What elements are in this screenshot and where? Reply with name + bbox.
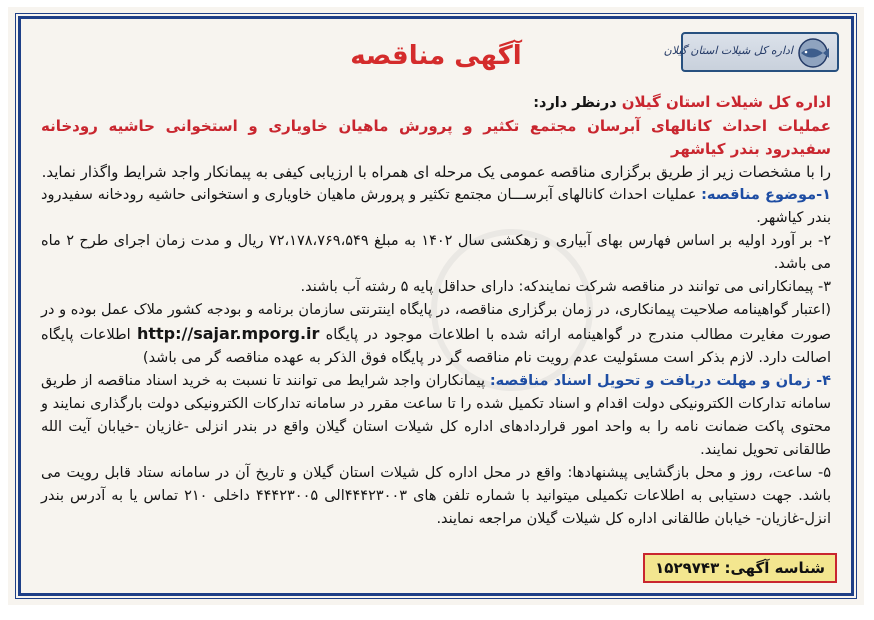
announcement-body [41, 91, 831, 531]
lead-paragraph: را با مشخصات زیر از طریق برگزاری مناقصه عمومی یک مرحله ای همراه با ارزیابی کیفی به پیمانکار واجد شرایط واگذار نماید. [41, 163, 831, 181]
intro-org: اداره کل شیلات استان گیلان [621, 93, 831, 111]
ad-id-box [643, 553, 837, 583]
item-5: ۵- ساعت، روز و محل بازگشایی پیشنهادها: واقع در محل اداره کل شیلات استان گیلان و تاریخ آن در سامانه ستاد قابل رویت می باشد. جهت دستیابی به اطلاعات تکمیلی میتوانید با شماره تلفن های ۴۴۴۲۳۰۰۳الی ۴۴۴۲۳۰۰۵ داخلی ۲۱۰ تماس یا به آدرس بندر انزل-غازیان- خیابان طالقانی اداره کل شیلات گیلان مراجعه نمایند. [41, 465, 831, 527]
item-4-text: پیمانکاران واجد شرایط می توانند تا نسبت به خرید اسناد مناقصه از طریق سامانه تدارکات الکترونیکی دولت اقدام و اسناد تکمیل شده را تا ساعت مقرر در سامانه تدارکات الکترونیکی دولت بارگذاری نمایند و محتوی پاکت ضمانت نامه را به واحد امور قراردادهای اداره کل شیلات استان گیلان واقع در بندر انزلی -غازیان -خیابان آیت الله طالقانی تحویل نمایند. [41, 373, 831, 458]
item-1-text: عملیات احداث کانالهای آبرســـان مجتمع تکثیر و پرورش ماهیان خاویاری و استخوانی حاشیه رودخانه سفیدرود بندر کیاشهر. [41, 187, 831, 226]
item-1 [41, 184, 831, 230]
item-4-label: ۴- زمان و مهلت دریافت و تحویل اسناد مناقصه: [489, 373, 831, 389]
intro-line [41, 91, 831, 115]
item-3: ۳- پیمانکارانی می توانند در مناقصه شرکت نمایندکه: دارای حداقل پایه ۵ رشته آب باشند. [300, 279, 831, 295]
note-part-1: (اعتبار گواهینامه صلاحیت پیمانکاری، در زمان برگزاری مناقصه، در پایگاه اینترنتی سازمان برنامه و بودجه کشور ملاک عمل بوده و در صورت مغایرت مطالب مندرج در گواهینامه ارائه شده با اطلاعات موجود در پایگاه [41, 302, 832, 343]
item-2: ۲- بر آورد اولیه بر اساس فهارس بهای آبیاری و زهکشی سال ۱۴۰۲ به مبلغ ۷۲،۱۷۸،۷۶۹،۵۴۹ ریال و مدت زمان اجرای طرح ۲ ماه می باشد. [41, 233, 831, 272]
announcement-sheet [8, 7, 864, 605]
ad-id-value: ۱۵۲۹۷۴۳ [655, 559, 725, 577]
note-paragraph [41, 299, 831, 370]
announcement-frame [18, 16, 854, 596]
project-headline: عملیات احداث کانالهای آبرسان مجتمع تکثیر و پرورش ماهیان خاویاری و استخوانی حاشیه رودخانه سفیدرود بندر کیاشهر [41, 117, 831, 158]
intro-rest: درنظر دارد: [533, 95, 622, 111]
ad-id-label: شناسه آگهی: [724, 559, 825, 577]
announcement-title: آگهی مناقصه [350, 41, 522, 71]
sajar-link[interactable]: http://sajar.mporg.ir [136, 324, 320, 343]
item-1-label: ۱-موضوع مناقصه: [701, 187, 831, 203]
logo-text: اداره کل شیلات استان گیلان [663, 44, 793, 57]
item-4 [41, 370, 831, 462]
note-part-2: اطلاعات پایگاه اصالت دارد. لازم بذکر است مسئولیت عدم رویت نام مناقصه گر در پایگاه فوق الذکر به عهده مناقصه گر می باشد) [41, 327, 831, 366]
